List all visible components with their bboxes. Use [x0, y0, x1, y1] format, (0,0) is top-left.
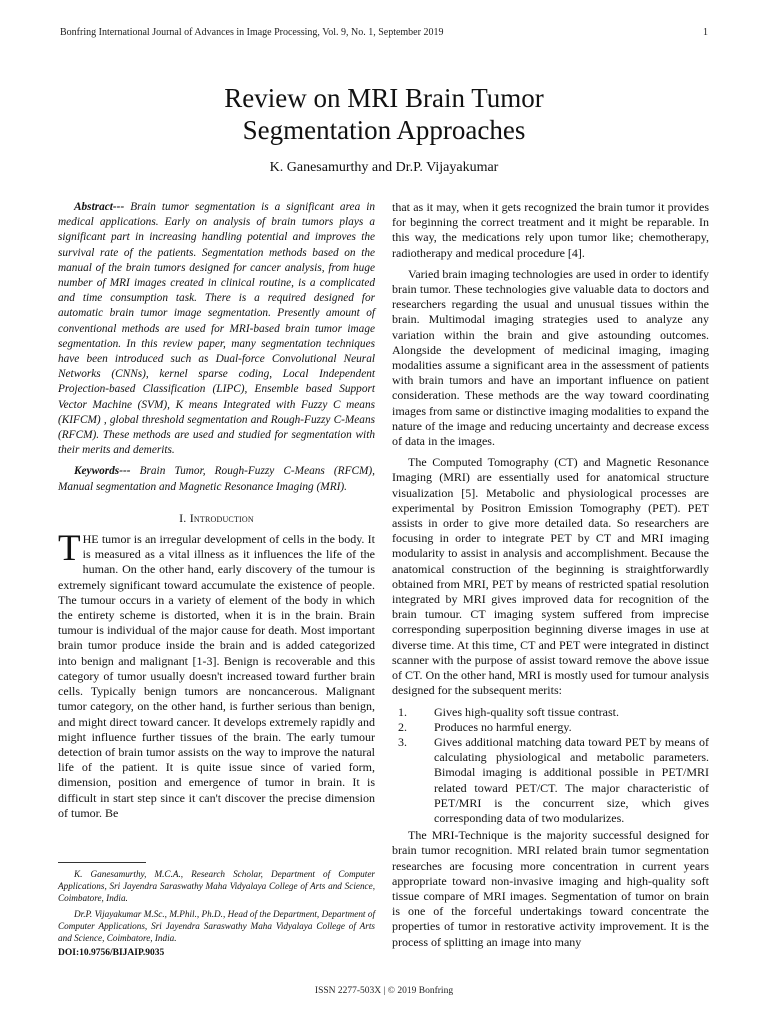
abstract: [58, 200, 375, 458]
list-number: 3.: [398, 734, 407, 749]
section-heading-introduction: I. Introduction: [179, 510, 254, 525]
paragraph-mri-technique: The MRI-Technique is the majority successful designed for brain tumor recognition. MRI related brain tumor segmentation researches are focusing more concentration in current years appropriate toward non-invasive imaging and high-quality soft tissue compare of MRI images. Segmentation of tumor on brain is one of the forceful undertakings toward concentrate the properties of tumor in restorative activity improvement. It is the process of splitting an image into many: [392, 828, 709, 949]
title-line-1: Review on MRI Brain Tumor: [224, 83, 544, 113]
footnote-author-2: Dr.P. Vijayakumar M.Sc., M.Phil., Ph.D., Head of the Department, Department of Computer Applications, Sri Jayendra Saraswathy Maha Vidyalaya College of Arts and Science, Coimbatore, India.: [58, 908, 375, 944]
list-item: [392, 735, 709, 826]
paragraph-ct-mri: The Computed Tomography (CT) and Magnetic Resonance Imaging (MRI) are essentially used for anatomical structure visualization [5]. Metabolic and physiological processes are experimental by Positron Emission Tomography (PET). PET assists in order to give more detailed data. So researchers are focusing in order to integrate PET by CT and MRI imaging modularity to assist in analysis and accomplishment. Because the anatomical construction of the beginning is straightforwardly obtained from MRI, PET by means of restricted spatial resolution integrated by MRI gives improved data for recognition of the brain tumour. CT imaging system suffered from imprecise corresponding superposition beginning diverse images in use at diverse time. At this time, CT and PET were integrated in distinct scanner with the purpose of assist toward remove the above issue of CT. On the other hand, MRI is mostly used for tumour analysis designed for the subsequent merits:: [392, 455, 709, 698]
merits-list: [392, 705, 709, 827]
right-column: [392, 200, 709, 956]
footnote-divider: [58, 862, 146, 863]
list-text: Produces no harmful energy.: [434, 719, 572, 734]
footnotes: [58, 868, 375, 962]
list-item: [392, 720, 709, 735]
list-text: Gives additional matching data toward PET by means of calculating physiological and metabolic parameters. Bimodal imaging is additional possible in PET/MRI related toward PET/CT. The major characteristic of PET/MRI is the concurrent size, which gives corresponding data of two modularizes.: [434, 734, 709, 825]
list-number: 1.: [398, 704, 407, 719]
abstract-text: Brain tumor segmentation is a significant area in medical applications. Early on analysis of brain tumors plays a significant part in increasing handling potential and improves the survival rate of the patients. Segmentation methods based on the manual of the brain tumors designed for cancer analysis, from huge number of MRI images created in clinical routine, is a complicated and time consumption task. There is a required designed for automatic brain tumor image segmentation. Presently amount of conventional methods are used for MRI-based brain tumor image segmentation. In this review paper, many segmentation techniques have been introduced such as Dual-force Convolutional Neural Networks (CNNs), kernel sparse coding, Local Independent Projection-based Classification (LIPC), Ensemble based Support Vector Machine (SVM), K means Integrated with Fuzzy C means (KIFCM) , global threshold segmentation and Rough-Fuzzy C-Means (RFCM). These methods are used and studied for segmentation with their merits and demerits.: [58, 201, 375, 457]
running-head: Bonfring International Journal of Advances in Image Processing, Vol. 9, No. 1, September 2019: [60, 27, 444, 38]
list-item: [392, 705, 709, 720]
footnote-author-1: K. Ganesamurthy, M.C.A., Research Scholar, Department of Computer Applications, Sri Jayendra Saraswathy Maha Vidyalaya College of Arts and Science, Coimbatore, India.: [58, 869, 375, 904]
doi: DOI:10.9756/BIJAIP.9035: [58, 948, 165, 959]
list-number: 2.: [398, 719, 407, 734]
drop-cap: T: [58, 528, 81, 570]
title-line-2: Segmentation Approaches: [242, 115, 526, 145]
paragraph-imaging-technologies: Varied brain imaging technologies are used in order to identify brain tumor. These technologies give valuable data to doctors and researchers regarding the usual and unusual tissues within the brain. Multimodal imaging strategies used to analyze any variation within the brain and give astounding outcomes. Alongside the development of medicinal imaging, imaging modalities assume a significant area in the assessment of patients with brain tumors and have an important influence on patient consideration. These methods are the way toward coordinating images from same or distinctive imaging modalities to expand the nature of the image and reducing uncertainty and decrease excess of data in the images.: [392, 266, 709, 449]
page-number: 1: [703, 27, 708, 38]
list-text: Gives high-quality soft tissue contrast.: [434, 704, 619, 719]
author-list: K. Ganesamurthy and Dr.P. Vijayakumar: [269, 160, 499, 175]
abstract-label: Abstract---: [74, 201, 125, 213]
keywords: [58, 464, 375, 494]
paragraph-continued: that as it may, when it gets recognized the brain tumor it provides for beginning the correct treatment and it might be reparable. In this way, the medications rely upon tumor like; chemotherapy, radiotherapy and medical procedure [4].: [392, 200, 709, 260]
left-column: [58, 200, 375, 827]
keywords-text: Brain Tumor, Rough-Fuzzy C-Means (RFCM), Manual segmentation and Magnetic Resonance Imaging (MRI).: [58, 465, 376, 493]
intro-text: HE tumor is an irregular development of cells in the body. It is measured as a vital illness as it influences the life of the human. On the other hand, early discovery of the tumour is extremely significant toward accumulate the existence of people. The tumour occurs in a variety of element of the body in which the entirety scheme is distorted, when it is in the brain. Brain tumour is individual of the major cause for death. Most important brain tumor produce inside the brain and is added categorized into benign and malignant [1-3]. Benign is recoverable and this category of tumor usually doesn't increased toward further brain cells. Typically benign tumors are noncancerous. Malignant tumor category, on the other hand, is further serious than benign, and might direct toward cancer. It develops extremely rapidly and might influence further tissues of the brain. The early tumour detection of brain tumor assists on the way to improve the natural life of the patient. It is quite issue since of varied form, dimension, position and emergence of tumor in brain. It is difficult in start step since it can't discover the precise dimension of tumor. Be: [58, 532, 375, 820]
paper-title: [0, 82, 768, 146]
page-footer: ISSN 2277-503X | © 2019 Bonfring: [314, 986, 454, 996]
keywords-label: Keywords---: [74, 465, 131, 478]
intro-paragraph-1: [58, 528, 375, 821]
